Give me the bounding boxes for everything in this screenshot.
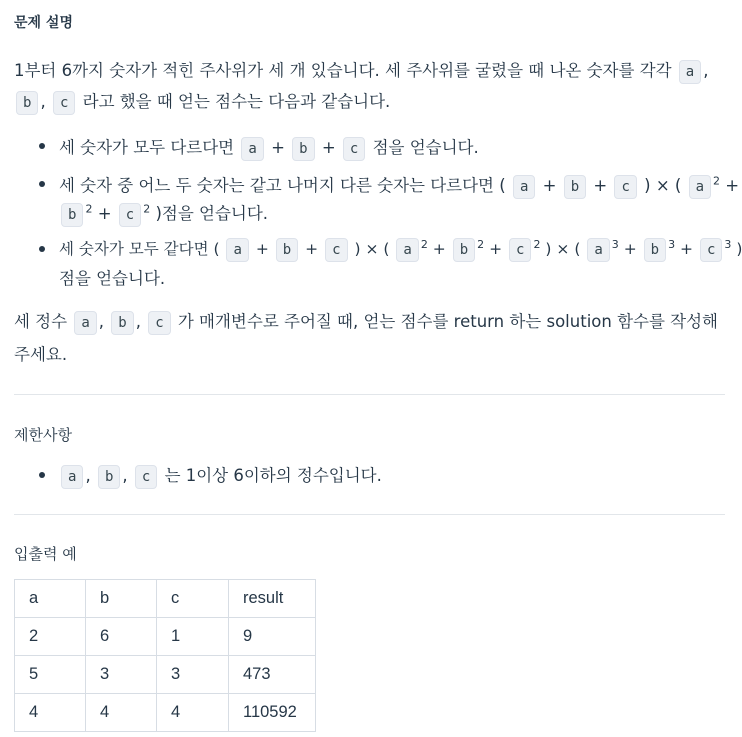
plus: + — [680, 240, 694, 258]
exponent: 2 — [533, 237, 541, 251]
closing-text: 세 정수 — [14, 312, 68, 331]
rule-1-suffix: 점을 얻습니다. — [372, 138, 479, 157]
table-cell: 3 — [86, 656, 157, 694]
comma: , — [122, 466, 128, 485]
code-b: b — [453, 238, 475, 262]
table-row — [15, 656, 316, 694]
exponent: 3 — [724, 237, 732, 251]
rule-2-suffix: )점을 얻습니다. — [155, 204, 269, 223]
code-c: c — [53, 91, 75, 115]
table-header-cell: a — [15, 580, 86, 618]
times: × — [655, 176, 670, 195]
exponent: 2 — [420, 237, 428, 251]
plus: + — [97, 204, 112, 223]
code-b: b — [61, 203, 83, 227]
table-cell: 2 — [15, 618, 86, 656]
comma: , — [703, 61, 709, 80]
bullet-dot — [39, 472, 45, 478]
bullet-dot — [39, 143, 45, 149]
code-a: a — [74, 311, 96, 335]
code-b: b — [16, 91, 38, 115]
closing-line-2 — [14, 341, 67, 365]
exponent: 3 — [611, 237, 619, 251]
paren: ) — [354, 240, 361, 258]
closing-text-2: 가 매개변수로 주어질 때, 얻는 점수를 return 하는 solution 함수를 작성해 — [177, 312, 718, 331]
table-cell: 4 — [86, 694, 157, 732]
page-title: 문제 설명 — [14, 15, 73, 31]
paren: ) — [644, 176, 651, 195]
plus: + — [725, 176, 740, 195]
table-cell: 5 — [15, 656, 86, 694]
code-a: a — [679, 60, 701, 84]
comma: , — [98, 312, 104, 331]
constraints-heading: 제한사항 — [14, 426, 72, 444]
plus: + — [305, 240, 319, 258]
intro-text: 1부터 6까지 숫자가 적힌 주사위가 세 개 있습니다. 세 주사위를 굴렸을 때 나온 숫자를 각각 — [14, 61, 672, 80]
comma: , — [135, 312, 141, 331]
code-c: c — [614, 175, 636, 199]
plus: + — [432, 240, 446, 258]
comma: , — [85, 466, 91, 485]
code-b: b — [111, 311, 133, 335]
table-header-cell: c — [157, 580, 229, 618]
rule-3-text: 세 숫자가 모두 같다면 — [59, 240, 209, 258]
plus: + — [623, 240, 637, 258]
code-c: c — [148, 311, 170, 335]
code-a: a — [396, 238, 418, 262]
constraint-item — [59, 462, 382, 489]
code-a: a — [513, 175, 535, 199]
rule-1 — [59, 134, 479, 161]
code-a: a — [241, 137, 263, 161]
rule-3-line-2 — [59, 265, 165, 289]
code-c: c — [135, 465, 157, 489]
table-cell: 6 — [86, 618, 157, 656]
code-b: b — [564, 175, 586, 199]
code-a: a — [226, 238, 248, 262]
rule-2-line-2 — [59, 200, 268, 227]
intro-line-1 — [14, 57, 708, 84]
code-c: c — [343, 137, 365, 161]
rule-3-suffix: 점을 얻습니다. — [59, 269, 166, 288]
table-cell: 9 — [229, 618, 316, 656]
table-cell: 1 — [157, 618, 229, 656]
table-row — [15, 694, 316, 732]
rule-1-text: 세 숫자가 모두 다르다면 — [59, 138, 235, 157]
table-cell: 473 — [229, 656, 316, 694]
exponent: 2 — [713, 174, 721, 188]
paren: ) — [545, 240, 552, 258]
plus: + — [489, 240, 503, 258]
constraint-text: 는 1이상 6이하의 정수입니다. — [164, 466, 382, 485]
code-b: b — [644, 238, 666, 262]
exponent: 3 — [668, 237, 676, 251]
examples-heading: 입출력 예 — [14, 545, 77, 563]
code-b: b — [276, 238, 298, 262]
comma: , — [40, 92, 46, 111]
exponent: 2 — [477, 237, 485, 251]
code-c: c — [325, 238, 347, 262]
divider — [14, 514, 725, 515]
code-a: a — [587, 238, 609, 262]
code-b: b — [292, 137, 314, 161]
divider — [14, 394, 725, 395]
paren: ( — [499, 176, 506, 195]
plus: + — [593, 176, 608, 195]
paren: ( — [383, 240, 390, 258]
code-b: b — [98, 465, 120, 489]
plus: + — [542, 176, 557, 195]
table-cell: 3 — [157, 656, 229, 694]
rule-3-line-1 — [59, 237, 742, 262]
exponent: 2 — [85, 202, 93, 216]
paren: ( — [674, 176, 682, 195]
intro-line-2 — [14, 88, 390, 115]
rule-2-text: 세 숫자 중 어느 두 숫자는 같고 나머지 다른 숫자는 다르다면 — [59, 176, 494, 195]
table-header-row — [15, 580, 316, 618]
paren: ( — [213, 240, 220, 258]
intro-text-2: 라고 했을 때 얻는 점수는 다음과 같습니다. — [82, 92, 391, 111]
exponent: 2 — [143, 202, 151, 216]
table-cell: 110592 — [229, 694, 316, 732]
code-c: c — [509, 238, 531, 262]
code-c: c — [700, 238, 722, 262]
paren: ) — [736, 240, 742, 258]
table-cell: 4 — [157, 694, 229, 732]
code-a: a — [61, 465, 83, 489]
times: × — [556, 240, 570, 258]
bullet-dot — [39, 246, 45, 252]
table-cell: 4 — [15, 694, 86, 732]
closing-line-1 — [14, 308, 718, 335]
table-row — [15, 618, 316, 656]
table-header-cell: b — [86, 580, 157, 618]
closing-text-3: 주세요. — [14, 345, 68, 364]
times: × — [365, 240, 379, 258]
examples-table — [14, 579, 316, 732]
paren: ( — [574, 240, 581, 258]
plus: + — [321, 138, 336, 157]
table-header-cell: result — [229, 580, 316, 618]
bullet-dot — [39, 181, 45, 187]
code-c: c — [119, 203, 141, 227]
plus: + — [271, 138, 285, 157]
code-a: a — [689, 175, 711, 199]
plus: + — [255, 240, 269, 258]
rule-2-line-1 — [59, 172, 739, 199]
